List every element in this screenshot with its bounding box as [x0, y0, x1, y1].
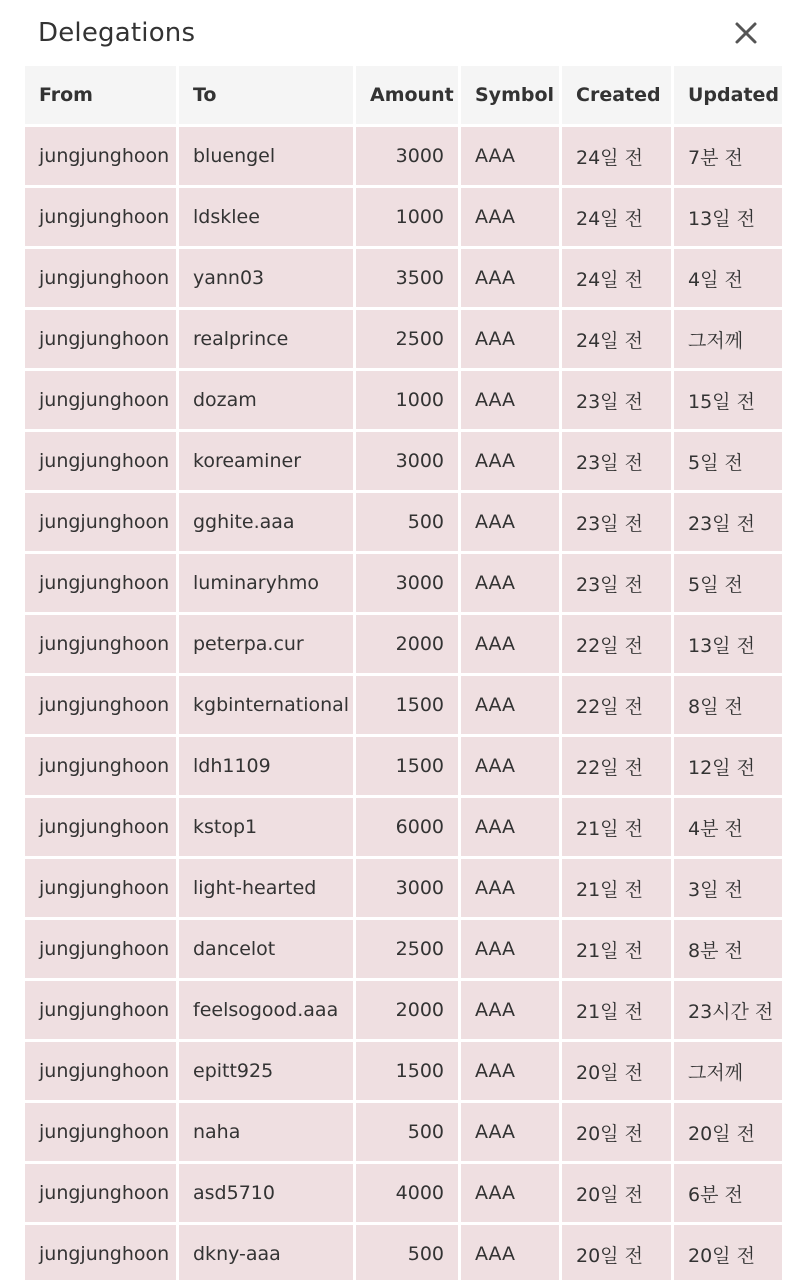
cell-updated: 3일 전 — [674, 859, 782, 917]
table-row — [25, 920, 782, 978]
cell-symbol: AAA — [461, 493, 559, 551]
column-header-amount[interactable]: Amount — [356, 66, 458, 124]
cell-from: jungjunghoon — [25, 371, 176, 429]
column-header-from[interactable]: From — [25, 66, 176, 124]
cell-symbol: AAA — [461, 1164, 559, 1222]
cell-to: dkny-aaa — [179, 1225, 353, 1280]
cell-symbol: AAA — [461, 371, 559, 429]
cell-symbol: AAA — [461, 310, 559, 368]
cell-updated: 20일 전 — [674, 1225, 782, 1280]
cell-created: 24일 전 — [562, 127, 671, 185]
cell-updated: 4분 전 — [674, 798, 782, 856]
cell-amount: 1500 — [356, 1042, 458, 1100]
table-row — [25, 859, 782, 917]
cell-amount: 2000 — [356, 615, 458, 673]
cell-symbol: AAA — [461, 127, 559, 185]
cell-amount: 1000 — [356, 371, 458, 429]
cell-created: 22일 전 — [562, 615, 671, 673]
cell-from: jungjunghoon — [25, 310, 176, 368]
cell-from: jungjunghoon — [25, 1042, 176, 1100]
cell-created: 20일 전 — [562, 1225, 671, 1280]
cell-amount: 3000 — [356, 859, 458, 917]
cell-from: jungjunghoon — [25, 615, 176, 673]
cell-symbol: AAA — [461, 737, 559, 795]
cell-symbol: AAA — [461, 859, 559, 917]
table-row — [25, 1225, 782, 1280]
cell-updated: 8일 전 — [674, 676, 782, 734]
cell-updated: 7분 전 — [674, 127, 782, 185]
cell-from: jungjunghoon — [25, 1103, 176, 1161]
cell-to: dancelot — [179, 920, 353, 978]
delegations-table — [22, 63, 785, 1280]
table-header-row — [25, 66, 782, 124]
cell-amount: 1000 — [356, 188, 458, 246]
cell-updated: 13일 전 — [674, 188, 782, 246]
cell-to: yann03 — [179, 249, 353, 307]
cell-created: 24일 전 — [562, 249, 671, 307]
cell-updated: 8분 전 — [674, 920, 782, 978]
cell-from: jungjunghoon — [25, 249, 176, 307]
cell-symbol: AAA — [461, 1103, 559, 1161]
table-row — [25, 1103, 782, 1161]
table-row — [25, 127, 782, 185]
cell-created: 21일 전 — [562, 920, 671, 978]
cell-from: jungjunghoon — [25, 188, 176, 246]
cell-to: kgbinternational — [179, 676, 353, 734]
cell-updated: 5일 전 — [674, 554, 782, 612]
cell-from: jungjunghoon — [25, 493, 176, 551]
cell-to: gghite.aaa — [179, 493, 353, 551]
cell-symbol: AAA — [461, 249, 559, 307]
table-row — [25, 493, 782, 551]
cell-from: jungjunghoon — [25, 737, 176, 795]
cell-amount: 500 — [356, 493, 458, 551]
cell-to: luminaryhmo — [179, 554, 353, 612]
cell-created: 22일 전 — [562, 676, 671, 734]
table-row — [25, 1042, 782, 1100]
cell-symbol: AAA — [461, 615, 559, 673]
cell-to: ldsklee — [179, 188, 353, 246]
cell-from: jungjunghoon — [25, 127, 176, 185]
modal-title: Delegations — [38, 18, 196, 48]
cell-created: 24일 전 — [562, 310, 671, 368]
cell-updated: 6분 전 — [674, 1164, 782, 1222]
cell-created: 23일 전 — [562, 371, 671, 429]
column-header-symbol[interactable]: Symbol — [461, 66, 559, 124]
cell-updated: 23시간 전 — [674, 981, 782, 1039]
cell-updated: 23일 전 — [674, 493, 782, 551]
cell-amount: 3000 — [356, 127, 458, 185]
cell-amount: 3000 — [356, 554, 458, 612]
cell-created: 21일 전 — [562, 859, 671, 917]
cell-updated: 15일 전 — [674, 371, 782, 429]
cell-symbol: AAA — [461, 920, 559, 978]
cell-to: bluengel — [179, 127, 353, 185]
cell-updated: 그저께 — [674, 1042, 782, 1100]
cell-to: peterpa.cur — [179, 615, 353, 673]
table-row — [25, 737, 782, 795]
cell-from: jungjunghoon — [25, 859, 176, 917]
cell-updated: 4일 전 — [674, 249, 782, 307]
cell-amount: 3000 — [356, 432, 458, 490]
cell-to: kstop1 — [179, 798, 353, 856]
modal-header — [0, 0, 801, 66]
cell-amount: 2500 — [356, 920, 458, 978]
column-header-updated[interactable]: Updated — [674, 66, 782, 124]
cell-from: jungjunghoon — [25, 554, 176, 612]
table-body — [25, 127, 782, 1280]
cell-created: 22일 전 — [562, 737, 671, 795]
cell-symbol: AAA — [461, 554, 559, 612]
cell-from: jungjunghoon — [25, 981, 176, 1039]
cell-to: feelsogood.aaa — [179, 981, 353, 1039]
cell-amount: 2500 — [356, 310, 458, 368]
table-row — [25, 371, 782, 429]
cell-from: jungjunghoon — [25, 676, 176, 734]
table-row — [25, 676, 782, 734]
cell-symbol: AAA — [461, 432, 559, 490]
close-button[interactable] — [731, 18, 761, 48]
table-row — [25, 1164, 782, 1222]
cell-amount: 1500 — [356, 676, 458, 734]
table-row — [25, 249, 782, 307]
cell-created: 21일 전 — [562, 798, 671, 856]
cell-symbol: AAA — [461, 1042, 559, 1100]
cell-amount: 500 — [356, 1103, 458, 1161]
table-row — [25, 188, 782, 246]
cell-created: 20일 전 — [562, 1103, 671, 1161]
cell-created: 24일 전 — [562, 188, 671, 246]
cell-to: asd5710 — [179, 1164, 353, 1222]
table-row — [25, 981, 782, 1039]
cell-updated: 5일 전 — [674, 432, 782, 490]
cell-to: naha — [179, 1103, 353, 1161]
cell-updated: 12일 전 — [674, 737, 782, 795]
cell-updated: 20일 전 — [674, 1103, 782, 1161]
cell-amount: 6000 — [356, 798, 458, 856]
cell-symbol: AAA — [461, 798, 559, 856]
cell-amount: 4000 — [356, 1164, 458, 1222]
table-row — [25, 554, 782, 612]
cell-from: jungjunghoon — [25, 920, 176, 978]
cell-amount: 3500 — [356, 249, 458, 307]
column-header-to[interactable]: To — [179, 66, 353, 124]
close-icon — [731, 18, 761, 48]
cell-created: 20일 전 — [562, 1042, 671, 1100]
cell-amount: 500 — [356, 1225, 458, 1280]
cell-created: 23일 전 — [562, 493, 671, 551]
cell-symbol: AAA — [461, 188, 559, 246]
cell-amount: 1500 — [356, 737, 458, 795]
cell-updated: 그저께 — [674, 310, 782, 368]
delegations-table-container — [25, 66, 780, 1280]
cell-amount: 2000 — [356, 981, 458, 1039]
table-row — [25, 615, 782, 673]
cell-from: jungjunghoon — [25, 1164, 176, 1222]
column-header-created[interactable]: Created — [562, 66, 671, 124]
table-row — [25, 310, 782, 368]
cell-from: jungjunghoon — [25, 1225, 176, 1280]
table-row — [25, 798, 782, 856]
cell-created: 20일 전 — [562, 1164, 671, 1222]
cell-symbol: AAA — [461, 676, 559, 734]
cell-to: koreaminer — [179, 432, 353, 490]
cell-created: 23일 전 — [562, 432, 671, 490]
cell-to: realprince — [179, 310, 353, 368]
cell-to: epitt925 — [179, 1042, 353, 1100]
cell-created: 21일 전 — [562, 981, 671, 1039]
cell-to: dozam — [179, 371, 353, 429]
cell-to: ldh1109 — [179, 737, 353, 795]
cell-to: light-hearted — [179, 859, 353, 917]
cell-from: jungjunghoon — [25, 798, 176, 856]
cell-symbol: AAA — [461, 1225, 559, 1280]
cell-from: jungjunghoon — [25, 432, 176, 490]
cell-created: 23일 전 — [562, 554, 671, 612]
cell-updated: 13일 전 — [674, 615, 782, 673]
table-row — [25, 432, 782, 490]
cell-symbol: AAA — [461, 981, 559, 1039]
